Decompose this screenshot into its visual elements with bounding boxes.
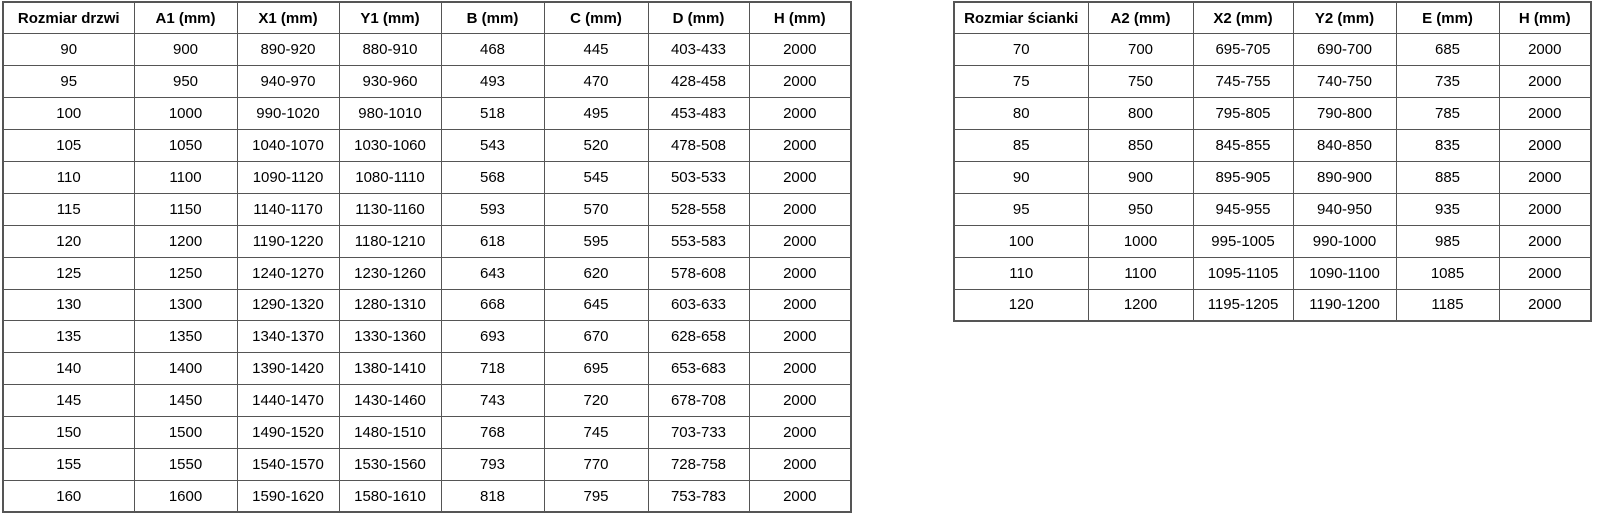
table-cell: 543 xyxy=(441,130,544,162)
table-cell: 100 xyxy=(954,225,1088,257)
table-cell: 1240-1270 xyxy=(237,257,339,289)
table-cell: 1090-1100 xyxy=(1293,257,1396,289)
table-cell: 1440-1470 xyxy=(237,385,339,417)
table-row xyxy=(3,321,851,353)
table-cell: 1300 xyxy=(134,289,237,321)
table-cell: 1250 xyxy=(134,257,237,289)
table-cell: 1050 xyxy=(134,130,237,162)
table-cell: 2000 xyxy=(1499,225,1591,257)
table-cell: 503-533 xyxy=(648,161,749,193)
table-cell: 1230-1260 xyxy=(339,257,441,289)
table-cell: 1400 xyxy=(134,353,237,385)
table-cell: 568 xyxy=(441,161,544,193)
table-cell: 2000 xyxy=(749,289,851,321)
table-cell: 1130-1160 xyxy=(339,193,441,225)
table-cell: 2000 xyxy=(1499,289,1591,321)
table-cell: 545 xyxy=(544,161,648,193)
table-cell: 1530-1560 xyxy=(339,448,441,480)
table-cell: 1330-1360 xyxy=(339,321,441,353)
table-cell: 1290-1320 xyxy=(237,289,339,321)
table-cell: 1090-1120 xyxy=(237,161,339,193)
table-cell: 1380-1410 xyxy=(339,353,441,385)
table-cell: 895-905 xyxy=(1193,161,1293,193)
table-cell: 495 xyxy=(544,98,648,130)
table-cell: 160 xyxy=(3,480,134,512)
table-cell: 2000 xyxy=(749,417,851,449)
table-cell: 2000 xyxy=(749,480,851,512)
table-cell: 110 xyxy=(3,161,134,193)
table-cell: 890-920 xyxy=(237,34,339,66)
table-cell: 2000 xyxy=(749,130,851,162)
table-cell: 700 xyxy=(1088,34,1193,66)
table-cell: 720 xyxy=(544,385,648,417)
table-cell: 75 xyxy=(954,66,1088,98)
table-cell: 2000 xyxy=(749,161,851,193)
table-cell: 1180-1210 xyxy=(339,225,441,257)
table-row xyxy=(954,289,1591,321)
table-cell: 595 xyxy=(544,225,648,257)
table-cell: 1390-1420 xyxy=(237,353,339,385)
table-cell: 518 xyxy=(441,98,544,130)
table-cell: 110 xyxy=(954,257,1088,289)
table-cell: 1150 xyxy=(134,193,237,225)
table-cell: 2000 xyxy=(1499,66,1591,98)
table-cell: 785 xyxy=(1396,98,1499,130)
table-cell: 468 xyxy=(441,34,544,66)
column-header: D (mm) xyxy=(648,2,749,34)
table-row xyxy=(3,480,851,512)
table-cell: 403-433 xyxy=(648,34,749,66)
table-cell: 950 xyxy=(134,66,237,98)
table-cell: 880-910 xyxy=(339,34,441,66)
table-cell: 643 xyxy=(441,257,544,289)
table-cell: 750 xyxy=(1088,66,1193,98)
table-cell: 1030-1060 xyxy=(339,130,441,162)
table-cell: 520 xyxy=(544,130,648,162)
table-cell: 470 xyxy=(544,66,648,98)
table-row xyxy=(3,385,851,417)
table-cell: 850 xyxy=(1088,130,1193,162)
table-row xyxy=(3,353,851,385)
table-cell: 90 xyxy=(954,161,1088,193)
table-cell: 628-658 xyxy=(648,321,749,353)
table-row xyxy=(954,161,1591,193)
table-row xyxy=(3,448,851,480)
header-row xyxy=(954,2,1591,34)
table-cell: 840-850 xyxy=(1293,130,1396,162)
table-cell: 695 xyxy=(544,353,648,385)
table-cell: 2000 xyxy=(1499,34,1591,66)
table-cell: 1500 xyxy=(134,417,237,449)
table-cell: 980-1010 xyxy=(339,98,441,130)
table-cell: 890-900 xyxy=(1293,161,1396,193)
column-header: A1 (mm) xyxy=(134,2,237,34)
column-header: A2 (mm) xyxy=(1088,2,1193,34)
column-header: Rozmiar ścianki xyxy=(954,2,1088,34)
table-cell: 155 xyxy=(3,448,134,480)
table-cell: 935 xyxy=(1396,193,1499,225)
table-cell: 745 xyxy=(544,417,648,449)
table-row xyxy=(3,98,851,130)
table-cell: 1350 xyxy=(134,321,237,353)
table-cell: 2000 xyxy=(1499,161,1591,193)
table-cell: 528-558 xyxy=(648,193,749,225)
table-cell: 1200 xyxy=(1088,289,1193,321)
header-row xyxy=(3,2,851,34)
table-cell: 145 xyxy=(3,385,134,417)
table-cell: 1080-1110 xyxy=(339,161,441,193)
table-cell: 1085 xyxy=(1396,257,1499,289)
table-cell: 85 xyxy=(954,130,1088,162)
table-cell: 690-700 xyxy=(1293,34,1396,66)
table-cell: 1550 xyxy=(134,448,237,480)
table-cell: 793 xyxy=(441,448,544,480)
column-header: Rozmiar drzwi xyxy=(3,2,134,34)
table-cell: 90 xyxy=(3,34,134,66)
column-header: H (mm) xyxy=(1499,2,1591,34)
table-cell: 120 xyxy=(954,289,1088,321)
table-cell: 653-683 xyxy=(648,353,749,385)
table-row xyxy=(3,34,851,66)
door-sizes-table xyxy=(2,1,852,513)
table-cell: 990-1000 xyxy=(1293,225,1396,257)
table-cell: 1580-1610 xyxy=(339,480,441,512)
table-cell: 678-708 xyxy=(648,385,749,417)
table-cell: 845-855 xyxy=(1193,130,1293,162)
table-cell: 2000 xyxy=(1499,130,1591,162)
table-cell: 753-783 xyxy=(648,480,749,512)
table-cell: 770 xyxy=(544,448,648,480)
table-cell: 1480-1510 xyxy=(339,417,441,449)
table-cell: 493 xyxy=(441,66,544,98)
column-header: Y2 (mm) xyxy=(1293,2,1396,34)
table-cell: 620 xyxy=(544,257,648,289)
table-cell: 593 xyxy=(441,193,544,225)
table-cell: 453-483 xyxy=(648,98,749,130)
table-cell: 428-458 xyxy=(648,66,749,98)
table-cell: 703-733 xyxy=(648,417,749,449)
table-cell: 2000 xyxy=(749,321,851,353)
table-cell: 125 xyxy=(3,257,134,289)
table-cell: 1100 xyxy=(134,161,237,193)
table-cell: 2000 xyxy=(749,385,851,417)
table-cell: 693 xyxy=(441,321,544,353)
table-cell: 2000 xyxy=(1499,257,1591,289)
table-cell: 1190-1220 xyxy=(237,225,339,257)
table-cell: 2000 xyxy=(1499,193,1591,225)
table-cell: 570 xyxy=(544,193,648,225)
table-cell: 150 xyxy=(3,417,134,449)
table-cell: 1100 xyxy=(1088,257,1193,289)
table-cell: 735 xyxy=(1396,66,1499,98)
table-row xyxy=(3,193,851,225)
table-cell: 95 xyxy=(954,193,1088,225)
table-cell: 1450 xyxy=(134,385,237,417)
table-cell: 1600 xyxy=(134,480,237,512)
table-row xyxy=(954,66,1591,98)
table-cell: 130 xyxy=(3,289,134,321)
table-cell: 745-755 xyxy=(1193,66,1293,98)
table-row xyxy=(3,66,851,98)
table-cell: 940-970 xyxy=(237,66,339,98)
table-row xyxy=(3,257,851,289)
table-cell: 2000 xyxy=(749,34,851,66)
table-cell: 1190-1200 xyxy=(1293,289,1396,321)
table-cell: 945-955 xyxy=(1193,193,1293,225)
table-row xyxy=(3,289,851,321)
table-row xyxy=(954,257,1591,289)
table-cell: 685 xyxy=(1396,34,1499,66)
table-cell: 100 xyxy=(3,98,134,130)
table-row xyxy=(954,34,1591,66)
table-cell: 140 xyxy=(3,353,134,385)
table-cell: 1185 xyxy=(1396,289,1499,321)
table-cell: 900 xyxy=(134,34,237,66)
table-cell: 950 xyxy=(1088,193,1193,225)
table-cell: 1540-1570 xyxy=(237,448,339,480)
table-cell: 445 xyxy=(544,34,648,66)
table-cell: 795 xyxy=(544,480,648,512)
table-row xyxy=(954,225,1591,257)
column-header: Y1 (mm) xyxy=(339,2,441,34)
table-cell: 728-758 xyxy=(648,448,749,480)
table-cell: 930-960 xyxy=(339,66,441,98)
table-cell: 2000 xyxy=(749,448,851,480)
table-cell: 670 xyxy=(544,321,648,353)
table-cell: 800 xyxy=(1088,98,1193,130)
table-cell: 743 xyxy=(441,385,544,417)
table-cell: 2000 xyxy=(749,66,851,98)
table-cell: 80 xyxy=(954,98,1088,130)
table-cell: 478-508 xyxy=(648,130,749,162)
table-cell: 940-950 xyxy=(1293,193,1396,225)
column-header: X1 (mm) xyxy=(237,2,339,34)
table-cell: 1000 xyxy=(1088,225,1193,257)
column-header: E (mm) xyxy=(1396,2,1499,34)
table-cell: 740-750 xyxy=(1293,66,1396,98)
wall-panel-sizes-table xyxy=(953,1,1592,322)
table-cell: 135 xyxy=(3,321,134,353)
table-cell: 1200 xyxy=(134,225,237,257)
table-cell: 95 xyxy=(3,66,134,98)
table-cell: 2000 xyxy=(749,257,851,289)
table-cell: 603-633 xyxy=(648,289,749,321)
table-cell: 1280-1310 xyxy=(339,289,441,321)
table-row xyxy=(3,417,851,449)
table-cell: 553-583 xyxy=(648,225,749,257)
table-cell: 795-805 xyxy=(1193,98,1293,130)
table-cell: 695-705 xyxy=(1193,34,1293,66)
table-cell: 2000 xyxy=(749,98,851,130)
table-cell: 70 xyxy=(954,34,1088,66)
table-cell: 1040-1070 xyxy=(237,130,339,162)
table-cell: 578-608 xyxy=(648,257,749,289)
column-header: C (mm) xyxy=(544,2,648,34)
table-cell: 115 xyxy=(3,193,134,225)
table-row xyxy=(3,225,851,257)
column-header: B (mm) xyxy=(441,2,544,34)
table-cell: 120 xyxy=(3,225,134,257)
table-row xyxy=(3,130,851,162)
table-cell: 990-1020 xyxy=(237,98,339,130)
table-cell: 2000 xyxy=(749,353,851,385)
table-cell: 1430-1460 xyxy=(339,385,441,417)
table-cell: 2000 xyxy=(749,225,851,257)
table-cell: 1195-1205 xyxy=(1193,289,1293,321)
table-cell: 1140-1170 xyxy=(237,193,339,225)
table-row xyxy=(3,161,851,193)
table-cell: 768 xyxy=(441,417,544,449)
column-header: H (mm) xyxy=(749,2,851,34)
table-cell: 985 xyxy=(1396,225,1499,257)
table-cell: 900 xyxy=(1088,161,1193,193)
table-row xyxy=(954,130,1591,162)
table-cell: 1490-1520 xyxy=(237,417,339,449)
table-cell: 2000 xyxy=(1499,98,1591,130)
table-cell: 995-1005 xyxy=(1193,225,1293,257)
table-row xyxy=(954,98,1591,130)
table-row xyxy=(954,193,1591,225)
table-cell: 790-800 xyxy=(1293,98,1396,130)
table-cell: 818 xyxy=(441,480,544,512)
table-cell: 105 xyxy=(3,130,134,162)
table-cell: 1590-1620 xyxy=(237,480,339,512)
table-cell: 835 xyxy=(1396,130,1499,162)
table-cell: 668 xyxy=(441,289,544,321)
table-cell: 2000 xyxy=(749,193,851,225)
table-cell: 1000 xyxy=(134,98,237,130)
table-cell: 1340-1370 xyxy=(237,321,339,353)
table-cell: 885 xyxy=(1396,161,1499,193)
table-cell: 618 xyxy=(441,225,544,257)
table-cell: 718 xyxy=(441,353,544,385)
table-cell: 1095-1105 xyxy=(1193,257,1293,289)
table-cell: 645 xyxy=(544,289,648,321)
column-header: X2 (mm) xyxy=(1193,2,1293,34)
